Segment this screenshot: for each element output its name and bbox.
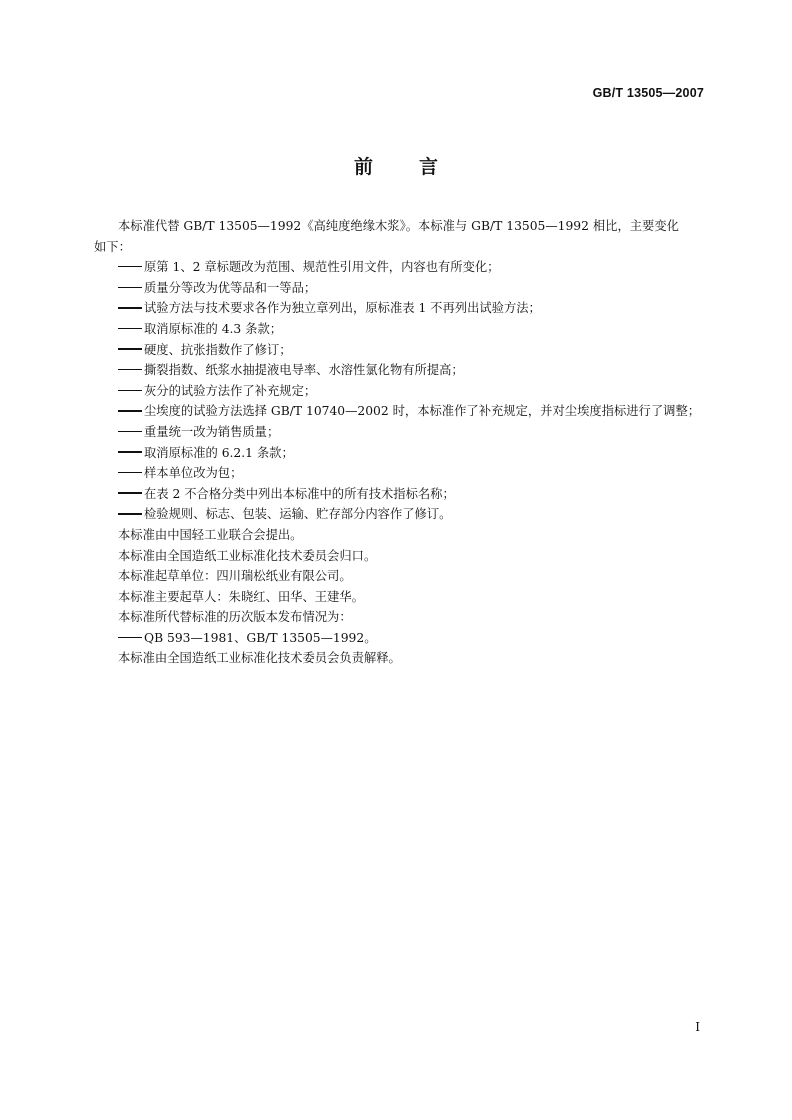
intro-paragraph [94,216,706,257]
change-text: 灰分的试验方法作了补充规定； [144,383,317,398]
change-item [118,484,706,505]
dash-mark [118,360,144,381]
dash-mark [118,463,144,484]
change-item [118,257,706,278]
page-number: I [695,1020,700,1034]
page-title [0,152,792,179]
change-text: 原第 1、2 章标题改为范围、规范性引用文件，内容也有所变化； [144,260,500,275]
change-text: 取消原标准的 4.3 条款； [144,321,283,336]
statement: 本标准由中国轻工业联合会提出。 [118,527,303,542]
change-text: 重量统一改为销售质量； [144,424,280,439]
statement: 本标准由全国造纸工业标准化技术委员会归口。 [118,548,377,563]
foreword-body [94,216,706,669]
change-item [118,463,706,484]
change-text: 在表 2 不合格分类中列出本标准中的所有技术指标名称； [144,486,455,501]
title-char-1: 前 [353,156,373,178]
change-item [118,298,706,319]
dash-mark [118,401,144,422]
change-item [118,381,706,402]
change-item [118,360,706,381]
statement: 本标准所代替标准的历次版本发布情况为： [118,610,352,625]
dash-mark [118,443,144,464]
changes-list [118,257,706,525]
dash-mark [118,257,144,278]
dash-mark [118,319,144,340]
change-item [118,422,706,443]
change-text: 硬度、抗张指数作了修订； [144,342,292,357]
change-text: 检验规则、标志、包装、运输、贮存部分内容作了修订。 [144,507,452,522]
dash-mark [118,278,144,299]
change-text: 试验方法与技术要求各作为独立章列出，原标准表 1 不再列出试验方法； [144,301,541,316]
change-text: 撕裂指数、纸浆水抽提液电导率、水溶性氯化物有所提高； [144,363,464,378]
statements-list [118,525,706,628]
dash-mark [118,340,144,361]
dash-mark [118,484,144,505]
title-char-2: 言 [419,156,439,178]
change-text: 尘埃度的试验方法选择 GB/T 10740—2002 时，本标准作了补充规定，并对尘埃度指标进行了调整； [144,404,701,419]
closing-statement: 本标准由全国造纸工业标准化技术委员会负责解释。 [118,651,401,666]
standard-number: GB/T 13505—2007 [592,86,704,100]
statement: 本标准起草单位：四川瑞松纸业有限公司。 [118,569,352,584]
history-item [118,628,706,649]
change-item [118,504,706,525]
dash-mark [118,381,144,402]
dash-mark [118,504,144,525]
intro-line-2: 如下： [94,239,131,254]
change-item [118,443,706,464]
history-text: QB 593—1981、GB/T 13505—1992。 [144,630,377,645]
dash-mark [118,422,144,443]
change-item [118,401,706,422]
change-text: 质量分等改为优等品和一等品； [144,280,317,295]
change-item [118,278,706,299]
change-text: 样本单位改为包； [144,466,243,481]
change-text: 取消原标准的 6.2.1 条款； [144,445,294,460]
statement: 本标准主要起草人：朱晓红、田华、王建华。 [118,589,364,604]
change-item [118,319,706,340]
change-item [118,340,706,361]
dash-mark [118,298,144,319]
dash-mark [118,628,144,649]
intro-line-1: 本标准代替 GB/T 13505—1992《高纯度绝缘木浆》。本标准与 GB/T 13505—1992 相比，主要变化 [118,219,679,233]
